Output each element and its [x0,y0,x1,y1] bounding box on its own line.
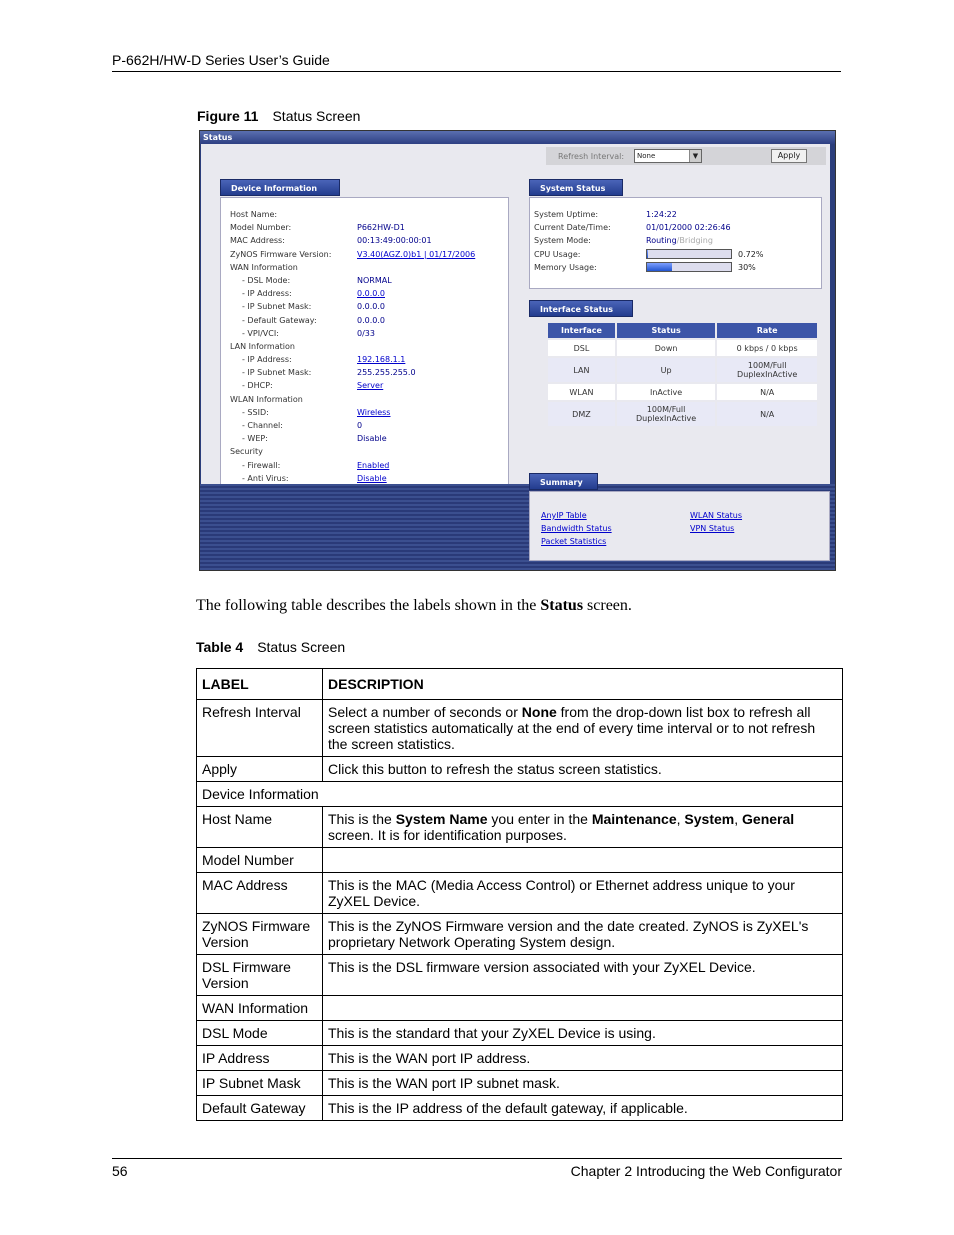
row-label: WAN Information [197,996,323,1021]
memory-row [534,261,763,274]
figure-caption [197,108,360,124]
cpu-row [534,248,763,261]
device-info-row [230,221,475,234]
interface-rate: N/A [717,384,817,400]
device-information-panel [220,197,509,510]
device-info-key: - DSL Mode: [242,275,291,285]
interface-table [546,321,819,428]
vpn-status-link[interactable]: VPN Status [690,524,735,533]
rate-col-header: Rate [717,323,817,338]
status-screenshot [199,130,836,571]
description-bold: General [742,811,795,827]
interface-row [548,402,817,426]
device-info-link[interactable]: 192.168.1.1 [357,355,406,365]
tab-system-status: System Status [529,179,623,196]
status-content [201,144,830,484]
desc-table-row [197,700,843,757]
row-description [323,1096,843,1121]
row-description [323,914,843,955]
table-caption [196,639,345,655]
memory-label: Memory Usage: [534,262,597,272]
row-label: DSL Firmware Version [197,955,323,996]
device-info-value: 0.0.0.0 [357,315,385,325]
interface-col-header: Interface [548,323,615,338]
description-bold: None [521,704,557,720]
device-info-value: 0.0.0.0 [357,302,385,312]
row-label: ZyNOS Firmware Version [197,914,323,955]
device-info-row [230,314,475,327]
desc-table-row [197,955,843,996]
label-col-header: LABEL [197,669,323,700]
desc-table-row [197,1021,843,1046]
refresh-interval-label: Refresh Interval: [558,152,625,161]
device-info-key: - IP Subnet Mask: [242,302,312,312]
tab-interface-status: Interface Status [529,300,633,317]
description-bold: System Name [395,811,488,827]
interface-status: Down [617,340,715,356]
device-info-link[interactable]: Server [357,381,384,391]
datetime-row [534,221,763,234]
device-info-key: Model Number: [230,223,292,233]
memory-usage-bar [646,262,732,272]
description-text: you enter in the [487,811,592,827]
device-info-row [230,379,475,392]
interface-name: DMZ [548,402,615,426]
device-info-key: - WEP: [242,434,268,444]
apply-button[interactable]: Apply [771,149,807,163]
device-info-value: NORMAL [357,275,392,285]
interface-rate: 100M/Full DuplexInActive [717,358,817,382]
page-footer [112,1158,842,1179]
mode-separator: / [676,236,680,246]
device-info-value: 0/33 [357,328,375,338]
interface-status: InActive [617,384,715,400]
uptime-label: System Uptime: [534,210,599,219]
status-screen-table [196,668,843,1121]
description-text: This is the [328,811,396,827]
device-info-value: P662HW-D1 [357,223,405,233]
device-info-row [230,459,475,472]
anyip-table-link[interactable]: AnyIP Table [541,511,587,520]
description-text: This is the WAN port IP address. [328,1050,531,1066]
cpu-usage-bar [646,249,732,259]
guide-title: P-662H/HW-D Series User’s Guide [112,52,330,68]
interface-rate: 0 kbps / 0 kbps [717,340,817,356]
device-info-key: Host Name: [230,210,278,219]
device-info-row [230,261,475,274]
device-info-row [230,406,475,419]
packet-statistics-link[interactable]: Packet Statistics [541,537,607,546]
device-info-key: ZyNOS Firmware Version: [230,249,332,259]
device-info-key: - Firewall: [242,460,281,470]
device-info-key: WAN Information [230,262,298,272]
row-label: Host Name [197,807,323,848]
interface-rate: N/A [717,402,817,426]
desc-table-row [197,807,843,848]
desc-table-row [197,1071,843,1096]
memory-usage-value: 30% [738,262,756,272]
description-text: This is the IP address of the default gateway, if applicable. [328,1100,688,1116]
row-label: MAC Address [197,873,323,914]
chapter-title: Chapter 2 Introducing the Web Configurator [570,1163,842,1179]
row-description [323,757,843,782]
device-info-link[interactable]: V3.40(AGZ.0)b1 | 01/17/2006 [357,249,476,259]
description-text: Select a number of seconds or [328,704,522,720]
datetime-label: Current Date/Time: [534,223,611,233]
device-info-key: - Default Gateway: [242,315,317,325]
page-number: 56 [112,1163,128,1179]
interface-name: DSL [548,340,615,356]
row-description [323,955,843,996]
cpu-usage-fill [647,250,648,258]
desc-table-row [197,1046,843,1071]
interface-status: 100M/Full DuplexInActive [617,402,715,426]
desc-header-row [197,669,843,700]
interface-name: LAN [548,358,615,382]
device-info-row [230,366,475,379]
row-description [323,873,843,914]
device-info-value: 255.255.255.0 [357,368,416,378]
uptime-row [534,208,763,221]
device-info-row [230,472,475,485]
refresh-interval-select[interactable] [634,149,702,163]
desc-table-body [197,700,843,1121]
status-col-header: Status [617,323,715,338]
device-info-row [230,300,475,313]
refresh-interval-value: None [637,152,656,160]
bandwidth-status-link[interactable]: Bandwidth Status [541,524,612,533]
row-label: Refresh Interval [197,700,323,757]
device-info-list [230,208,475,498]
interface-status: Up [617,358,715,382]
wlan-status-link[interactable]: WLAN Status [690,511,743,520]
description-text: This is the standard that your ZyXEL Device is using. [328,1025,656,1041]
cpu-label: CPU Usage: [534,249,581,259]
section-label: Device Information [197,782,843,807]
tab-device-information: Device Information [220,179,340,196]
device-info-link[interactable]: 0.0.0.0 [357,289,385,299]
row-label: DSL Mode [197,1021,323,1046]
device-info-link[interactable]: Disable [357,473,387,483]
interface-header-row [548,323,817,338]
device-info-value: 00:13:49:00:00:01 [357,236,432,246]
mode-label: System Mode: [534,236,591,246]
table-title: Status Screen [257,639,346,655]
row-label: Default Gateway [197,1096,323,1121]
device-info-row [230,432,475,445]
page-header [112,52,841,72]
mode-bridging: Bridging [679,236,713,246]
datetime-value: 01/01/2000 02:26:46 [646,223,731,233]
description-text: This is the MAC (Media Access Control) or Ethernet address unique to your ZyXEL Device. [328,877,795,909]
chevron-down-icon: ▼ [689,150,701,162]
tab-summary: Summary [529,473,598,490]
device-info-key: - IP Subnet Mask: [242,368,312,378]
screen-title: Status [200,131,835,144]
device-info-key: LAN Information [230,341,295,351]
device-info-key: - IP Address: [242,289,292,299]
intro-paragraph [196,597,632,615]
description-text: This is the DSL firmware version associated with your ZyXEL Device. [328,959,756,975]
interface-row [548,340,817,356]
row-label: Apply [197,757,323,782]
paragraph-pre: The following table describes the labels shown in the [196,597,541,614]
device-info-row [230,340,475,353]
desc-table-row [197,996,843,1021]
row-description [323,996,843,1021]
device-info-link[interactable]: Enabled [357,460,390,470]
row-description [323,1071,843,1096]
description-text: Click this button to refresh the status screen statistics. [328,761,662,777]
row-label: IP Address [197,1046,323,1071]
device-info-key: WLAN Information [230,394,303,404]
device-info-key: - Channel: [242,421,283,430]
summary-panel [529,491,830,561]
description-text: from the drop-down list box to refresh all screen statistics automatically at the end of every time interval or to not refresh the screen statistics. [328,704,816,752]
interface-table-body [548,340,817,426]
mode-row [534,234,763,247]
table-label: Table 4 [196,639,244,655]
description-col-header: DESCRIPTION [323,669,843,700]
device-info-row [230,234,475,247]
uptime-value: 1:24:22 [646,210,677,219]
device-info-key: - IP Address: [242,355,292,365]
paragraph-post: screen. [583,597,632,614]
interface-row [548,384,817,400]
desc-table-row [197,1096,843,1121]
desc-table-row [197,757,843,782]
row-description [323,700,843,757]
desc-table-row [197,914,843,955]
interface-name: WLAN [548,384,615,400]
desc-table-row [197,782,843,807]
device-info-value: 0 [357,421,363,430]
system-status-panel [529,197,822,289]
desc-table-row [197,848,843,873]
row-label: Model Number [197,848,323,873]
device-info-key: - DHCP: [242,381,273,391]
interface-row [548,358,817,382]
system-status-list [534,208,763,274]
description-text: This is the ZyNOS Firmware version and the date created. ZyNOS is ZyXEL's proprietary Network Operating System design. [328,918,809,950]
row-description [323,848,843,873]
description-text: , [676,811,685,827]
description-bold: System [684,811,735,827]
device-info-key: MAC Address: [230,236,285,246]
cpu-usage-value: 0.72% [738,249,764,259]
device-info-key: - Anti Virus: [242,473,289,483]
refresh-bar [546,147,826,165]
device-info-key: - VPI/VCI: [242,328,279,338]
device-info-value: Disable [357,434,387,444]
description-bold: Maintenance [591,811,677,827]
device-info-link[interactable]: Wireless [357,407,391,417]
description-text: This is the WAN port IP subnet mask. [328,1075,560,1091]
row-label: IP Subnet Mask [197,1071,323,1096]
device-info-row [230,208,475,221]
device-info-row [230,327,475,340]
memory-usage-fill [647,263,672,271]
device-info-row [230,287,475,300]
desc-table-row [197,873,843,914]
figure-title: Status Screen [272,108,361,124]
interface-status-panel [529,318,830,472]
paragraph-bold: Status [540,597,584,614]
device-info-row [230,353,475,366]
description-text: screen. It is for identification purposes. [328,827,567,843]
device-info-row [230,393,475,406]
device-info-row [230,248,475,261]
device-info-row [230,419,475,432]
device-info-key: - SSID: [242,407,269,417]
mode-routing: Routing [646,236,677,246]
row-description [323,807,843,848]
description-text: , [734,811,743,827]
device-info-row [230,274,475,287]
device-info-key: Security [230,447,263,457]
device-info-row [230,445,475,458]
row-description [323,1021,843,1046]
row-description [323,1046,843,1071]
figure-label: Figure 11 [197,108,259,124]
